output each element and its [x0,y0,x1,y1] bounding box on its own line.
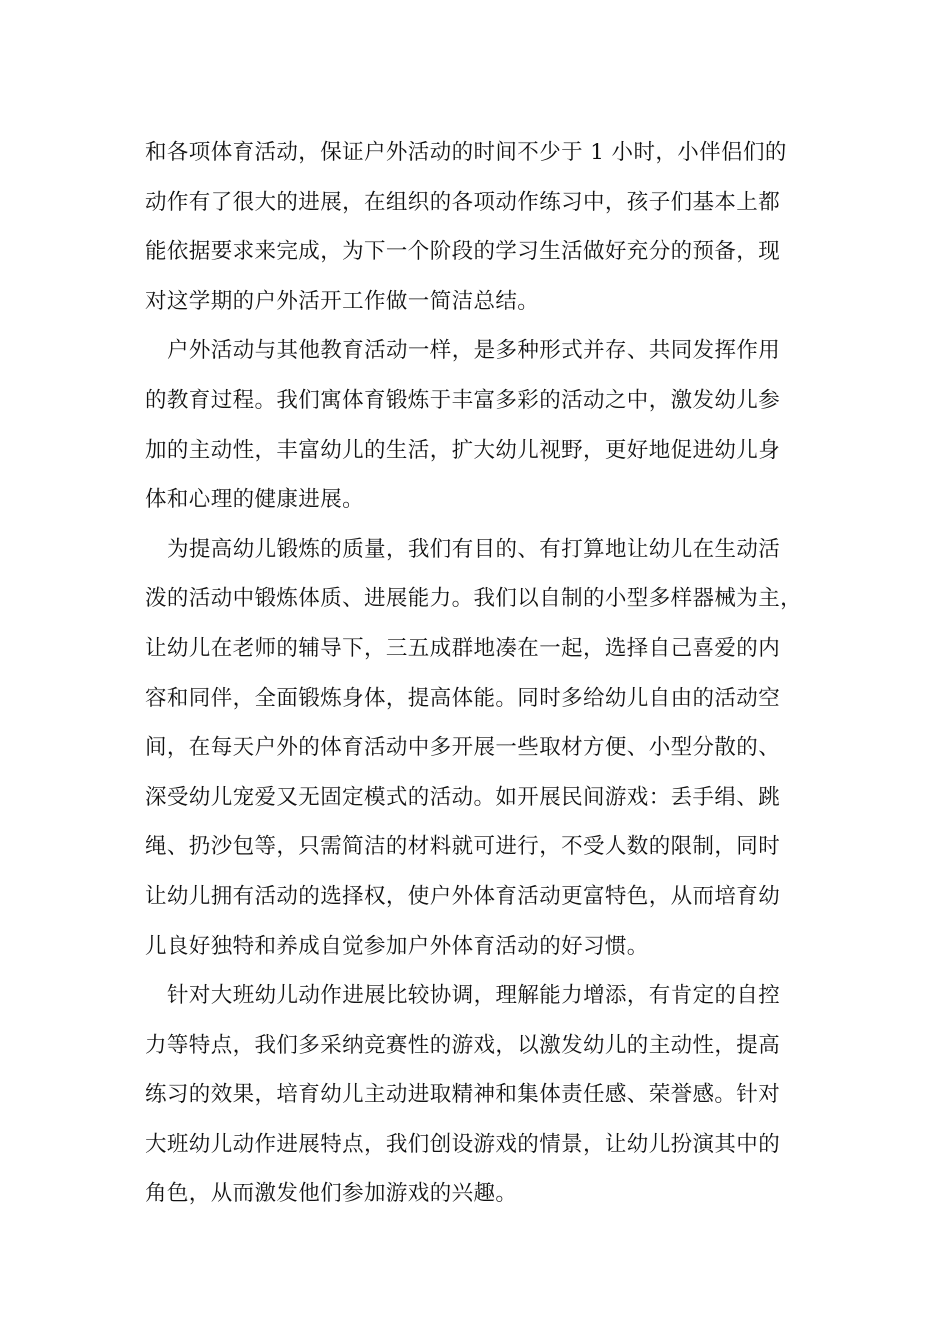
text-line: 让幼儿在老师的辅导下，三五成群地凑在一起，选择自己喜爱的内 [145,635,781,661]
paragraph-1 [145,128,810,326]
text-line: 练习的效果，培育幼儿主动进取精神和集体责任感、荣誉感。针对 [145,1082,781,1108]
text-line: 间，在每天户外的体育活动中多开展一些取材方便、小型分散的、 [145,735,781,761]
text-line: 深受幼儿宠爱又无固定模式的活动。如开展民间游戏：丢手绢、跳 [145,784,781,810]
text-line: 容和同伴，全面锻炼身体，提高体能。同时多给幼儿自由的活动空 [145,685,781,711]
text-line: 大班幼儿动作进展特点，我们创设游戏的情景，让幼儿扮演其中的 [145,1131,781,1157]
text-line: 能依据要求来完成，为下一个阶段的学习生活做好充分的预备，现 [145,239,781,265]
paragraph-4 [145,971,810,1219]
text-line: 力等特点，我们多采纳竞赛性的游戏，以激发幼儿的主动性，提高 [145,1032,781,1058]
paragraph-2 [145,326,810,524]
text-line: 泼的活动中锻炼体质、进展能力。我们以自制的小型多样器械为主， [145,586,803,612]
text-line: 角色，从而激发他们参加游戏的兴趣。 [145,1181,518,1207]
text-line: 加的主动性，丰富幼儿的生活，扩大幼儿视野，更好地促进幼儿身 [145,437,781,463]
paragraph-3 [145,525,810,971]
text-line: 让幼儿拥有活动的选择权，使户外体育活动更富特色，从而培育幼 [145,883,781,909]
text-line: 儿良好独特和养成自觉参加户外体育活动的好习惯。 [145,933,649,959]
text-line: 体和心理的健康进展。 [145,487,365,513]
text-line: 针对大班幼儿动作进展比较协调，理解能力增添，有肯定的自控 [167,983,781,1009]
text-line: 动作有了很大的进展，在组织的各项动作练习中，孩子们基本上都 [145,189,781,215]
text-line: 户外活动与其他教育活动一样，是多种形式并存、共同发挥作用 [167,338,781,364]
text-line: 为提高幼儿锻炼的质量，我们有目的、有打算地让幼儿在生动活 [167,536,781,562]
text-line: 的教育过程。我们寓体育锻炼于丰富多彩的活动之中，激发幼儿参 [145,387,781,413]
text-line: 绳、扔沙包等，只需简洁的材料就可进行，不受人数的限制，同时 [145,834,781,860]
document-body [145,128,810,1219]
text-line: 对这学期的户外活开工作做一简洁总结。 [145,288,540,314]
text-line: 和各项体育活动，保证户外活动的时间不少于 1 小时，小伴侣们的 [145,140,787,165]
